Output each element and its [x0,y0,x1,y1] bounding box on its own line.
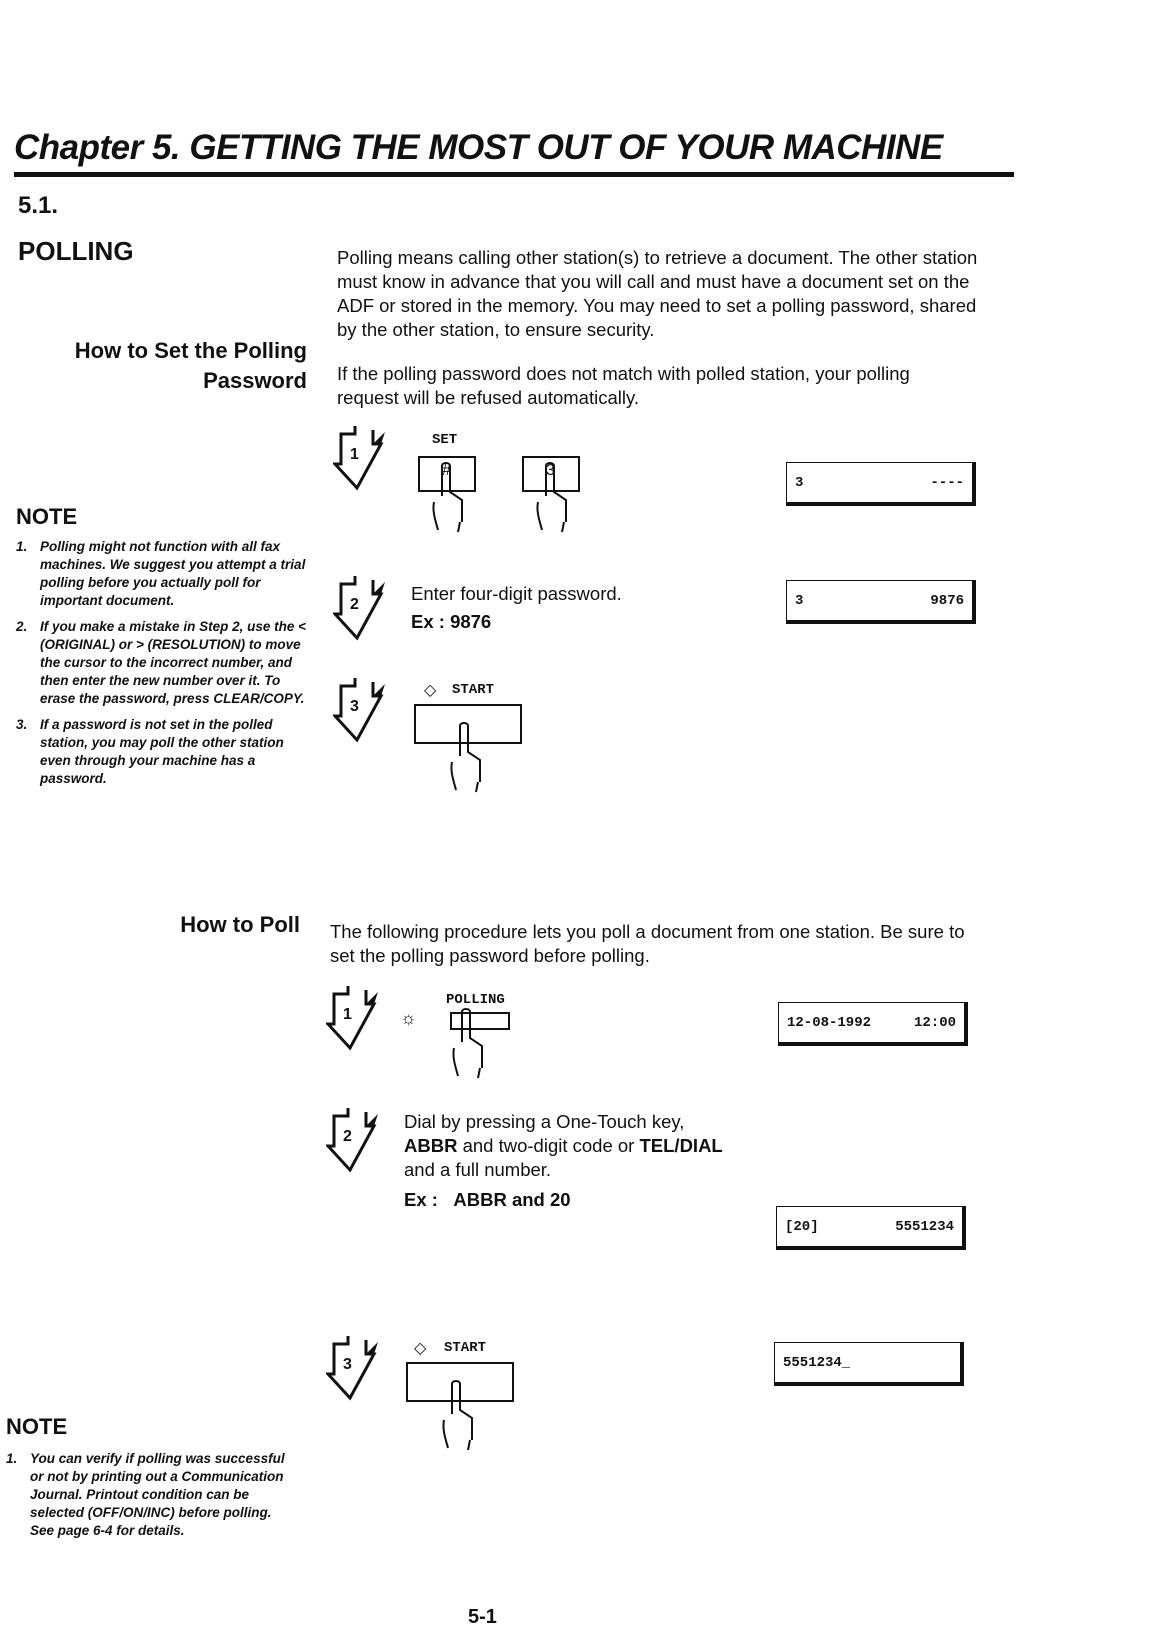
step-number: 2 [343,1128,352,1145]
key-label: START [444,1340,487,1356]
start-diamond-icon: ◇ [414,1340,427,1357]
note-number: 2. [16,619,28,634]
lcd-left: 5551234_ [783,1354,851,1371]
step-text-line: Dial by pressing a One-Touch key, [404,1111,685,1132]
note-item [16,538,306,610]
step-text [404,1110,764,1212]
lcd-display [786,462,976,506]
note-number: 3. [16,717,28,732]
key-label: SET [432,432,458,448]
note-list [16,538,306,796]
lcd-right: 5551234 [895,1218,954,1235]
step-example: Ex : 9876 [411,611,492,632]
step-arrow-icon [326,984,382,1052]
lcd-display [776,1206,966,1250]
step-example [404,1188,764,1212]
step-number: 1 [350,446,359,463]
set-password-heading [40,336,307,396]
intro-text: Polling means calling other station(s) to retrieve a document. The other station must know in advance that you will call and must have a document set on the ADF or stored in the memory. You may need to set a polling password, shared by the other station, to ensure security. [337,247,978,340]
set-password-text: If the polling password does not match with polled station, your polling request will be refused automatically. [337,363,910,408]
step-arrow-icon [326,1334,382,1402]
text-fragment: and two-digit code or [457,1135,640,1156]
key-glyph: # [442,462,451,479]
step-number: 2 [350,596,359,613]
hand-pointer-icon [438,1380,474,1452]
note-text: If you make a mistake in Step 2, use the < (ORIGINAL) or > (RESOLUTION) to move the cursor to the incorrect number, and then enter the new number over it. To erase the password, press CLEAR/COPY. [40,619,306,706]
step-text-line: and a full number. [404,1159,552,1180]
note-number: 1. [6,1451,18,1466]
lcd-display [786,580,976,624]
note-text: Polling might not function with all fax machines. We suggest you attempt a trial polling before you actually poll for important document. [40,539,306,608]
key-label: START [452,682,495,698]
chapter-rule [14,172,1014,177]
note-list [6,1450,286,1548]
lcd-right: ---- [930,474,964,491]
note-item [6,1450,286,1540]
section-number: 5.1. [18,192,59,219]
step-arrow-icon [333,574,389,642]
lcd-right: 12:00 [913,1014,956,1031]
example-label: Ex : [404,1189,438,1210]
how-to-poll-heading: How to Poll [180,912,300,937]
step-number: 3 [343,1356,352,1373]
hand-pointer-icon [532,462,568,534]
hand-pointer-icon [428,462,464,534]
start-diamond-icon: ◇ [424,682,437,699]
lcd-left: 3 [795,474,804,491]
step-arrow-icon [333,676,389,744]
how-to-poll-text: The following procedure lets you poll a document from one station. Be sure to set the polling password before polling. [330,921,965,966]
step-arrow-icon [333,424,389,492]
step-arrow-icon [326,1106,382,1174]
hand-pointer-icon [446,722,482,794]
note-heading: NOTE [16,504,78,529]
lcd-right: 9876 [930,592,964,609]
example-value: ABBR and 20 [453,1189,571,1210]
note-text: If a password is not set in the polled station, you may poll the other station even through your machine has a password. [40,717,284,786]
tel-dial-key-name: TEL/DIAL [639,1135,723,1156]
key-glyph: 3 [546,462,555,479]
heading-line: How to Set the Polling [74,338,307,363]
hand-pointer-icon [448,1008,484,1080]
lcd-left: 3 [795,592,804,609]
chapter-title: Chapter 5. GETTING THE MOST OUT OF YOUR MACHINE [14,128,943,167]
key-label: POLLING [446,992,505,1008]
polling-lamp-icon: ☼ [400,1008,417,1028]
lcd-left: 12-08-1992 [787,1014,872,1031]
step-text-line [404,1134,764,1158]
step-number: 3 [350,698,359,715]
note-item [16,716,306,788]
page-number: 5-1 [468,1606,497,1628]
lcd-display [778,1002,968,1046]
abbr-key-name: ABBR [404,1135,458,1156]
step-number: 1 [343,1006,352,1023]
lcd-left: [20] [785,1218,819,1235]
note-heading: NOTE [6,1414,68,1439]
heading-line: Password [203,368,307,393]
note-number: 1. [16,539,28,554]
step-text: Enter four-digit password. [411,583,622,604]
lcd-display [774,1342,964,1386]
note-text: You can verify if polling was successful or not by printing out a Communication Journal. Printout condition can be selected (OFF/ON/INC) before polling. See page 6-4 for details. [30,1451,285,1538]
section-title: POLLING [18,236,134,266]
note-item [16,618,306,708]
